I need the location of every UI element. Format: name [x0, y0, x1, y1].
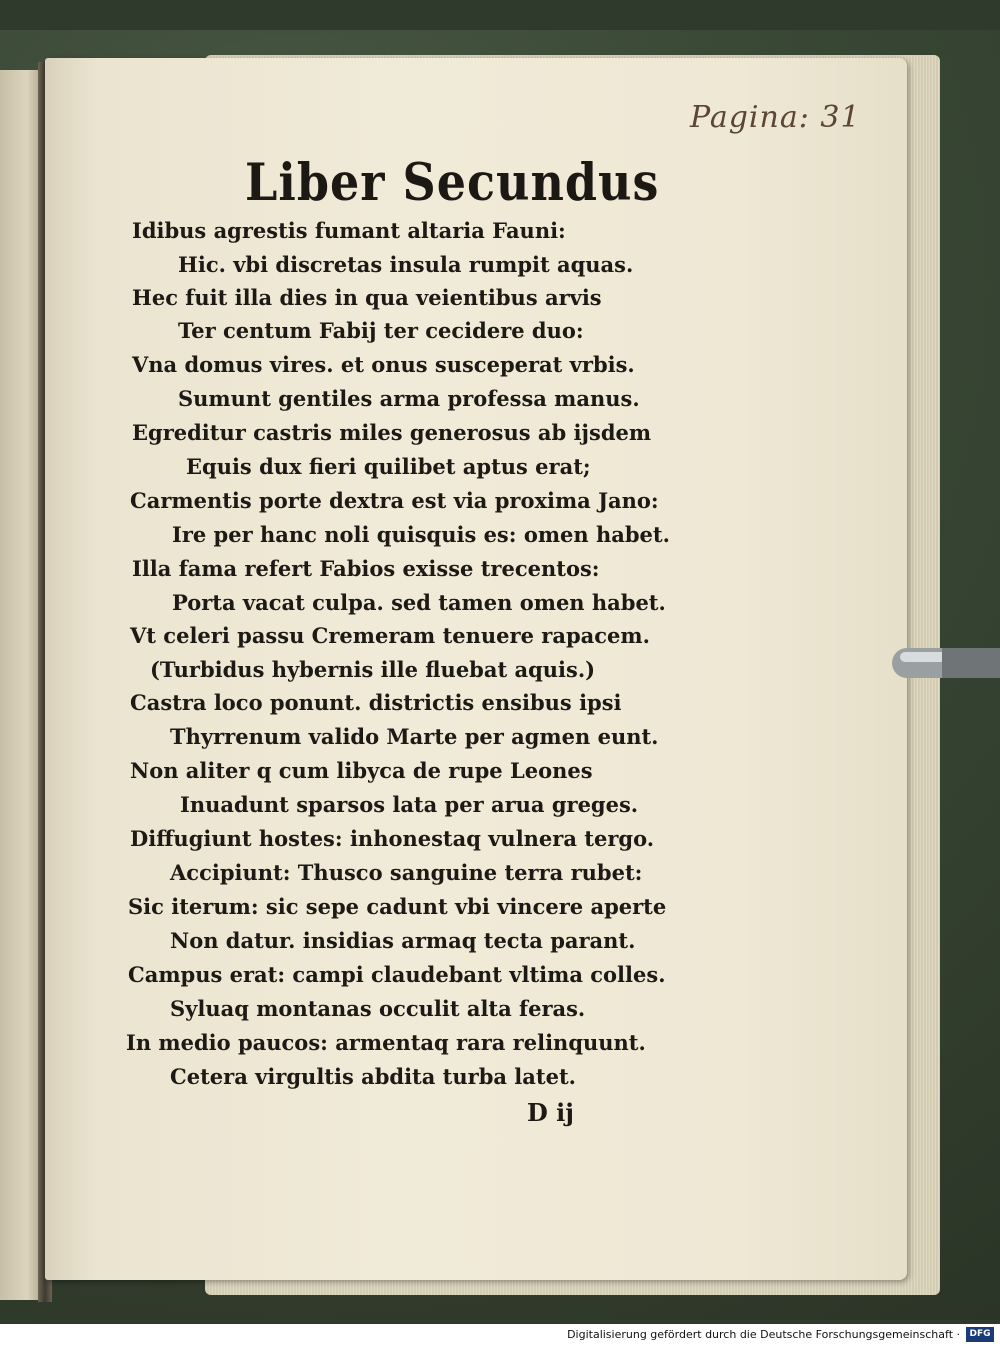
verse-line: Hec fuit illa dies in qua veientibus arvis — [132, 285, 602, 310]
verse-line: Campus erat: campi claudebant vltima colles. — [128, 962, 666, 987]
verse-line: Vt celeri passu Cremeram tenuere rapacem. — [130, 623, 650, 648]
metal-clip-icon — [890, 640, 1000, 686]
verse-line: Carmentis porte dextra est via proxima Jano: — [130, 488, 659, 513]
verse-line: (Turbidus hybernis ille fluebat aquis.) — [150, 657, 596, 682]
footer-bar — [0, 1324, 1000, 1346]
verse-line: Non datur. insidias armaq tecta parant. — [170, 928, 636, 953]
verse-line: Syluaq montanas occulit alta feras. — [170, 996, 586, 1021]
verse-line: Hic. vbi discretas insula rumpit aquas. — [178, 252, 634, 277]
verse-line: Ire per hanc noli quisquis es: omen habet. — [172, 522, 670, 547]
signature-mark: D ij — [527, 1098, 574, 1127]
verse-line: Thyrrenum valido Marte per agmen eunt. — [170, 724, 659, 749]
footer-credit: Digitalisierung gefördert durch die Deutsche Forschungsgemeinschaft · — [567, 1328, 960, 1341]
verse-line: Castra loco ponunt. districtis ensibus ipsi — [130, 690, 622, 715]
verse-line: Inuadunt sparsos lata per arua greges. — [180, 792, 639, 817]
verse-line: Sumunt gentiles arma professa manus. — [178, 386, 640, 411]
verse-line: Non aliter q cum libyca de rupe Leones — [130, 758, 593, 783]
verse-line: Equis dux fieri quilibet aptus erat; — [186, 454, 591, 479]
verse-line: Idibus agrestis fumant altaria Fauni: — [132, 218, 566, 243]
handwritten-page-number: Pagina: 31 — [690, 100, 861, 135]
verse-line: Sic iterum: sic sepe cadunt vbi vincere aperte — [128, 894, 667, 919]
verse-line: Cetera virgultis abdita turba latet. — [170, 1064, 576, 1089]
verse-line: Vna domus vires. et onus susceperat vrbis. — [132, 352, 635, 377]
verse-line: Accipiunt: Thusco sanguine terra rubet: — [170, 860, 643, 885]
verse-line: Illa fama refert Fabios exisse trecentos: — [132, 556, 600, 581]
verse-line: Egreditur castris miles generosus ab ijsdem — [132, 420, 652, 445]
verse-line: Porta vacat culpa. sed tamen omen habet. — [172, 590, 666, 615]
dfg-logo-icon: DFG — [966, 1327, 994, 1342]
verse-line: Ter centum Fabij ter cecidere duo: — [178, 318, 584, 343]
verse-line: Diffugiunt hostes: inhonestaq vulnera tergo. — [130, 826, 655, 851]
book-title: Liber Secundus — [245, 152, 660, 213]
verse-line: In medio paucos: armentaq rara relinquunt. — [126, 1030, 646, 1055]
